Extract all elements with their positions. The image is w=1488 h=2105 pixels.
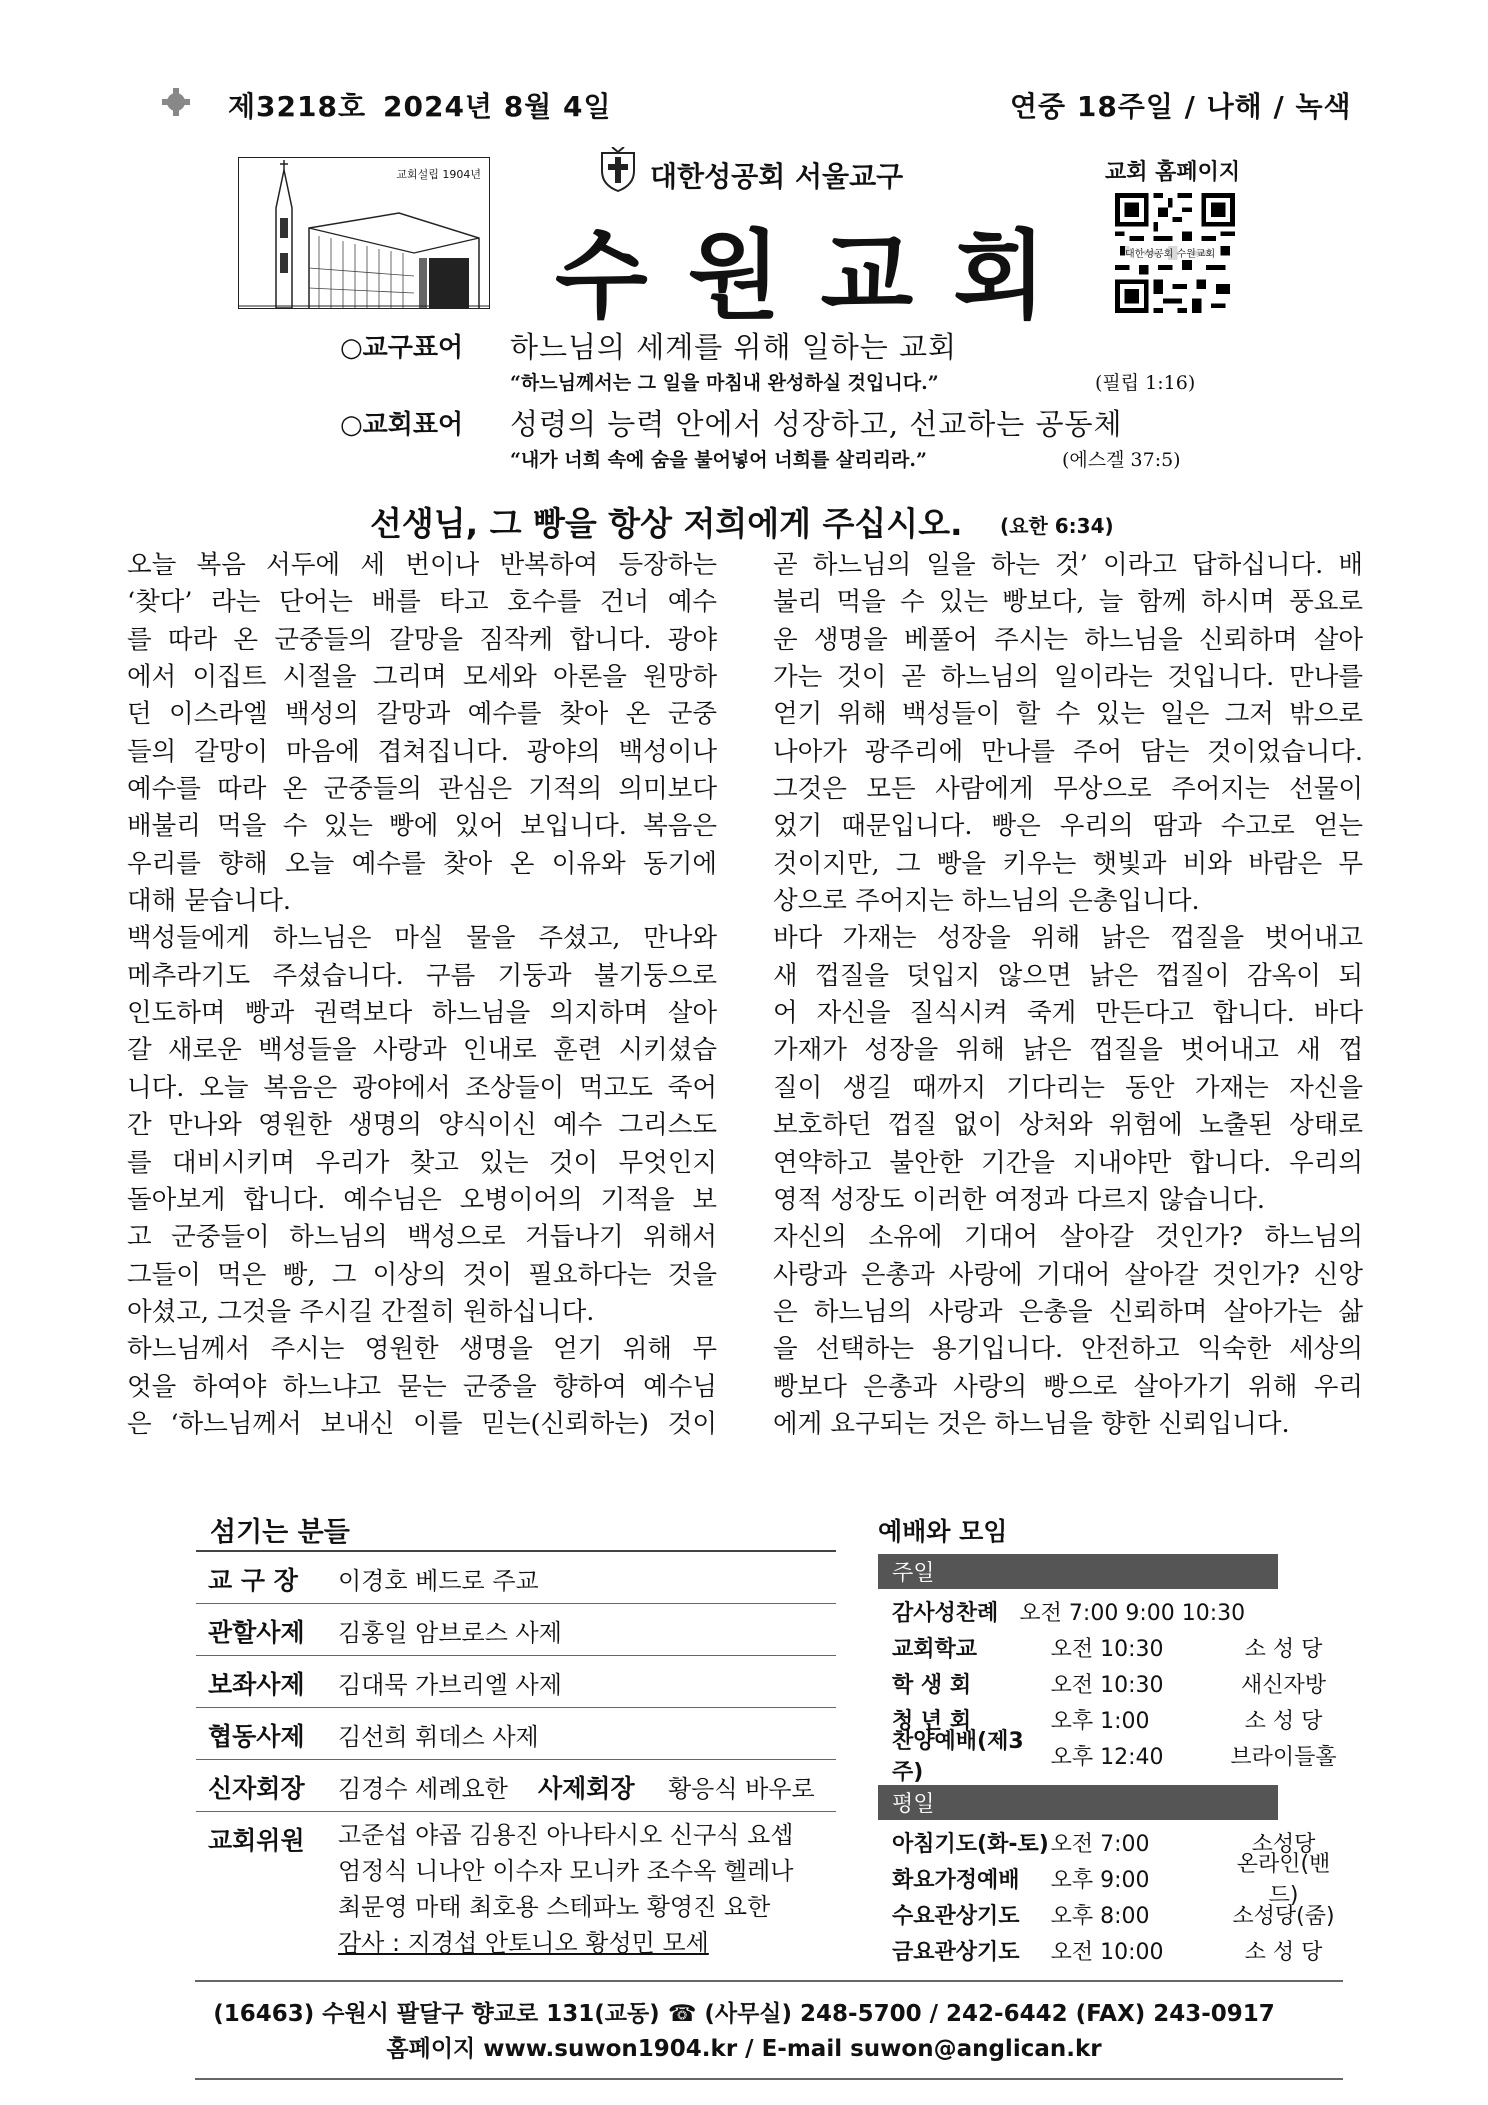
sermon-line: 던 이스라엘 백성의 갈망과 예수를 찾아 온 군중 [127,699,717,730]
church-motto-ref: (에스겔 37:5) [1062,449,1181,471]
sermon-line: 질이 생길 때까지 기다리는 동안 가재는 자신을 [773,1072,1363,1103]
cross-icon [160,86,192,122]
sermon-line: ‘찾다’ 라는 단어는 배를 타고 호수를 건너 예수 [127,587,717,618]
sermon-line: 니다. 오늘 복음은 광야에서 조상들이 먹고도 죽어 [127,1072,717,1103]
footer-divider [195,2078,1343,2080]
schedule-row [892,1729,1338,1785]
issue-number: 제3218호 [228,90,367,123]
sermon-line: 가는 것이 곧 하느님의 일이라는 것입니다. 만나를 [773,662,1363,693]
sermon-column-left [127,547,717,1443]
schedule-time: 오전 7:00 9:00 10:30 [1019,1600,1246,1626]
sermon-line: 불리 먹을 수 있는 빵보다, 늘 함께 하시며 풍요로 [773,587,1363,618]
schedule-time: 오후 1:00 [1050,1708,1150,1734]
diocese-motto-label: ○교구표어 [340,333,464,363]
church-motto-quote: “내가 너희 속에 숨을 불어넣어 너희를 살리리라.” [510,449,927,471]
sermon-line: 은 ‘하느님께서 보내신 이를 믿는(신뢰하는) 것이 [127,1408,717,1439]
staff-row [196,1604,836,1656]
sermon-line: 아셨고, 그것을 주시길 간절히 원하십니다. [127,1296,595,1327]
sermon-line: 영적 성장도 이러한 여정과 다르지 않습니다. [773,1184,1266,1215]
schedule-place: 온라인(밴드) [1236,1852,1331,1908]
schedule-row [892,1896,1338,1932]
staff-name: 이경호 베드로 주교 [338,1567,539,1595]
schedule-time: 오후 12:40 [1050,1744,1164,1770]
sermon-line: 상으로 주어지는 하느님의 은총입니다. [773,886,1200,917]
sermon-line: 메추라기도 주셨습니다. 구름 기둥과 불기둥으로 [127,960,717,991]
schedule-name: 교회학교 [892,1636,978,1662]
church-established-label: 교회설립 1904년 [396,168,481,181]
sermon-line: 배불리 먹을 수 있는 빵에 있어 보입니다. 복음은 [127,811,717,842]
committee-line: 최문영 마태 최호용 스테파노 황영진 요한 [338,1893,771,1921]
committee-line: 고준섭 야곱 김용진 아나타시오 신구식 요셉 [338,1821,794,1849]
staff-role: 교 구 장 [208,1566,298,1595]
sermon-line: 은 하느님의 사랑과 은총을 신뢰하며 살아가는 삶 [773,1296,1363,1327]
sermon-line: 에서 이집트 시절을 그리며 모세와 아론을 원망하 [127,662,717,693]
sermon-line: 고 군중들이 하느님의 백성으로 거듭나기 위해서 [127,1222,717,1253]
sermon-line: 인도하며 빵과 권력보다 하느님을 의지하며 살아 [127,998,717,1029]
diocese-motto: 하느님의 세계를 위해 일하는 교회 [510,330,958,364]
schedule-row [892,1852,1338,1908]
schedule-place: 소 성 당 [1244,1636,1323,1662]
weekday-schedule [878,1824,1338,1968]
committee-list [328,1817,793,1961]
staff-row [196,1656,836,1708]
sermon-line: 오늘 복음 서두에 세 번이나 반복하여 등장하는 [127,550,717,580]
homepage-qr-code[interactable] [1115,193,1235,313]
issue-date: 2024년 8월 4일 [383,90,612,123]
schedule-time: 오전 10:30 [1050,1636,1164,1662]
schedule-name: 아침기도(화-토) [892,1831,1049,1857]
sermon-line: 어 자신을 질식시켜 죽게 만든다고 합니다. 바다 [773,998,1363,1029]
schedule-place: 소성당 [1251,1831,1316,1857]
schedule-row [892,1629,1338,1665]
schedule-row [892,1932,1338,1968]
sermon-line: 을 선택하는 용기입니다. 안전하고 익숙한 세상의 [773,1334,1363,1365]
staff-name: 김경수 세례요한 [338,1775,508,1803]
staff-name: 김홍일 암브로스 사제 [338,1619,562,1647]
homepage-label: 교회 홈페이지 [1105,160,1241,185]
staff-row [196,1812,836,1967]
sermon-line: 백성들에게 하느님은 마실 물을 주셨고, 만나와 [127,923,717,954]
diocese-emblem [598,147,638,197]
sermon-line: 것이지만, 그 빵을 키우는 햇빛과 비와 바람은 무 [773,848,1363,879]
schedule-place: 새신자방 [1240,1672,1326,1698]
sermon-line: 를 대비시키며 우리가 찾고 있는 것이 무엇인지 [127,1147,717,1178]
sermon-line: 곧 하느님의 일을 하는 것’ 이라고 답하십니다. 배 [773,550,1363,580]
schedule-name: 학 생 회 [892,1672,972,1698]
sermon-line: 에게 요구되는 것은 하느님을 향한 신뢰입니다. [773,1408,1290,1439]
sermon-headline: 선생님, 그 빵을 항상 저희에게 주십시오. [370,504,963,543]
sermon-line: 나아가 광주리에 만나를 주어 담는 것이었습니다. [773,736,1363,767]
schedule-row [892,1665,1338,1701]
committee-line: 감사 : 지경섭 안토니오 황성민 모세 [338,1929,709,1957]
sermon-scripture-ref: (요한 6:34) [1000,514,1114,538]
staff-name-secondary: 황응식 바우로 [668,1775,815,1803]
schedule-name: 금요관상기도 [892,1939,1020,1965]
diocese-motto-ref: (필립 1:16) [1095,372,1196,394]
staff-name: 김대묵 가브리엘 사제 [338,1671,562,1699]
footer-address: (16463) 수원시 팔달구 향교로 131(교동) ☎ (사무실) 248-5700 / 242-6442 (FAX) 243-0917 [213,2001,1275,2027]
sunday-tag: 주일 [878,1554,1278,1589]
staff-role: 신자회장 [208,1774,305,1803]
diocese-name: 대한성공회 서울교구 [650,160,904,193]
sermon-line: 얻기 위해 백성들이 할 수 있는 일은 그저 밖으로 [773,699,1363,730]
staff-section-title: 섬기는 분들 [210,1517,350,1548]
sermon-column-right [773,547,1363,1443]
schedule-time: 오후 8:00 [1050,1903,1150,1929]
schedule-row [892,1593,1338,1629]
sermon-line: 들의 갈망이 마음에 겹쳐집니다. 광야의 백성이나 [127,736,717,767]
schedule-place: 브라이들홀 [1230,1744,1337,1770]
sermon-line: 돌아보게 합니다. 예수님은 오병이어의 기적을 보 [127,1184,717,1215]
sermon-line: 엇을 하여야 하느냐고 묻는 군중을 향하여 예수님 [127,1371,717,1402]
sermon-line: 바다 가재는 성장을 위해 낡은 껍질을 벗어내고 [773,923,1363,954]
sermon-line: 그들이 먹은 빵, 그 이상의 것이 필요하다는 것을 [127,1259,717,1290]
staff-role: 교회위원 [208,1826,305,1855]
sermon-line: 사랑과 은총과 사랑에 기대어 살아갈 것인가? 신앙 [773,1259,1363,1290]
staff-row [196,1760,836,1812]
footer-web: 홈페이지 www.suwon1904.kr / E-mail suwon@anglican.kr [386,2036,1102,2062]
schedule-place: 소성당(줌) [1232,1903,1335,1929]
schedule-time: 오전 7:00 [1050,1831,1150,1857]
sermon-line: 새 껍질을 덧입지 않으면 낡은 껍질이 감옥이 되 [773,960,1363,991]
liturgical-season: 연중 18주일 / 나해 / 녹색 [1010,90,1352,123]
church-motto-label: ○교회표어 [340,410,464,440]
sermon-line: 를 따라 온 군중들의 갈망을 짐작케 합니다. 광야 [127,624,717,655]
sermon-line: 하느님께서 주시는 영원한 생명을 얻기 위해 무 [127,1334,717,1365]
schedule-time: 오후 9:00 [1050,1867,1150,1893]
staff-table [196,1550,836,1967]
staff-name: 김선희 휘데스 사제 [338,1723,539,1751]
schedule-name: 찬양예배(제3주) [892,1729,1024,1785]
sunday-schedule [878,1593,1338,1785]
weekday-tag: 평일 [878,1785,1278,1820]
schedule-place: 소 성 당 [1244,1708,1323,1734]
sermon-line: 그것은 모든 사람에게 무상으로 주어지는 선물이 [773,774,1363,805]
sermon-line: 보호하던 껍질 없이 상처와 위험에 노출된 상태로 [773,1110,1363,1141]
diocese-motto-quote: “하느님께서는 그 일을 마침내 완성하실 것입니다.” [510,372,939,394]
sermon-line: 었기 때문입니다. 빵은 우리의 땀과 수고로 얻는 [773,811,1363,842]
schedule-name: 수요관상기도 [892,1903,1020,1929]
worship-panel [878,1512,1338,1968]
staff-row [196,1552,836,1604]
schedule-name: 청 년 회 [892,1708,972,1734]
sermon-line: 갈 새로운 백성들을 사랑과 인내로 훈련 시키셨습 [127,1035,717,1066]
committee-line: 엄정식 니나안 이수자 모니카 조수옥 헬레나 [338,1857,794,1885]
qr-caption: 대한성공회 수원교회 [1125,245,1215,260]
church-illustration [238,157,490,309]
schedule-name: 화요가정예배 [892,1867,1020,1893]
staff-role: 보좌사제 [208,1670,305,1699]
sermon-line: 운 생명을 베풀어 주시는 하느님을 신뢰하며 살아 [773,624,1363,655]
staff-role-secondary: 사제회장 [538,1774,635,1803]
sermon-line: 가재가 성장을 위해 낡은 껍질을 벗어내고 새 껍 [773,1035,1363,1066]
sermon-line: 예수를 따라 온 군중들의 관심은 기적의 의미보다 [127,774,717,805]
staff-row [196,1708,836,1760]
schedule-time: 오전 10:00 [1050,1939,1164,1965]
sermon-line: 빵보다 은총과 사랑의 빵으로 살아가기 위해 우리 [773,1371,1363,1402]
sermon-line: 연약하고 불안한 기간을 지내야만 합니다. 우리의 [773,1147,1363,1178]
church-motto: 성령의 능력 안에서 성장하고, 선교하는 공동체 [510,407,1123,441]
sermon-line: 대해 묻습니다. [127,886,292,917]
worship-section-title: 예배와 모임 [878,1517,1008,1546]
sermon-line: 우리를 향해 오늘 예수를 찾아 온 이유와 동기에 [127,848,717,879]
staff-role: 협동사제 [208,1722,305,1751]
sermon-line: 간 만나와 영원한 생명의 양식이신 예수 그리스도 [127,1110,717,1141]
schedule-place: 소 성 당 [1244,1939,1323,1965]
church-title: 수원교회 [555,219,1086,332]
schedule-time: 오전 10:30 [1050,1672,1164,1698]
sermon-line: 자신의 소유에 기대어 살아갈 것인가? 하느님의 [773,1222,1363,1253]
footer-divider [195,1980,1343,1982]
schedule-name: 감사성찬례 [892,1600,999,1626]
staff-role: 관할사제 [208,1618,305,1647]
